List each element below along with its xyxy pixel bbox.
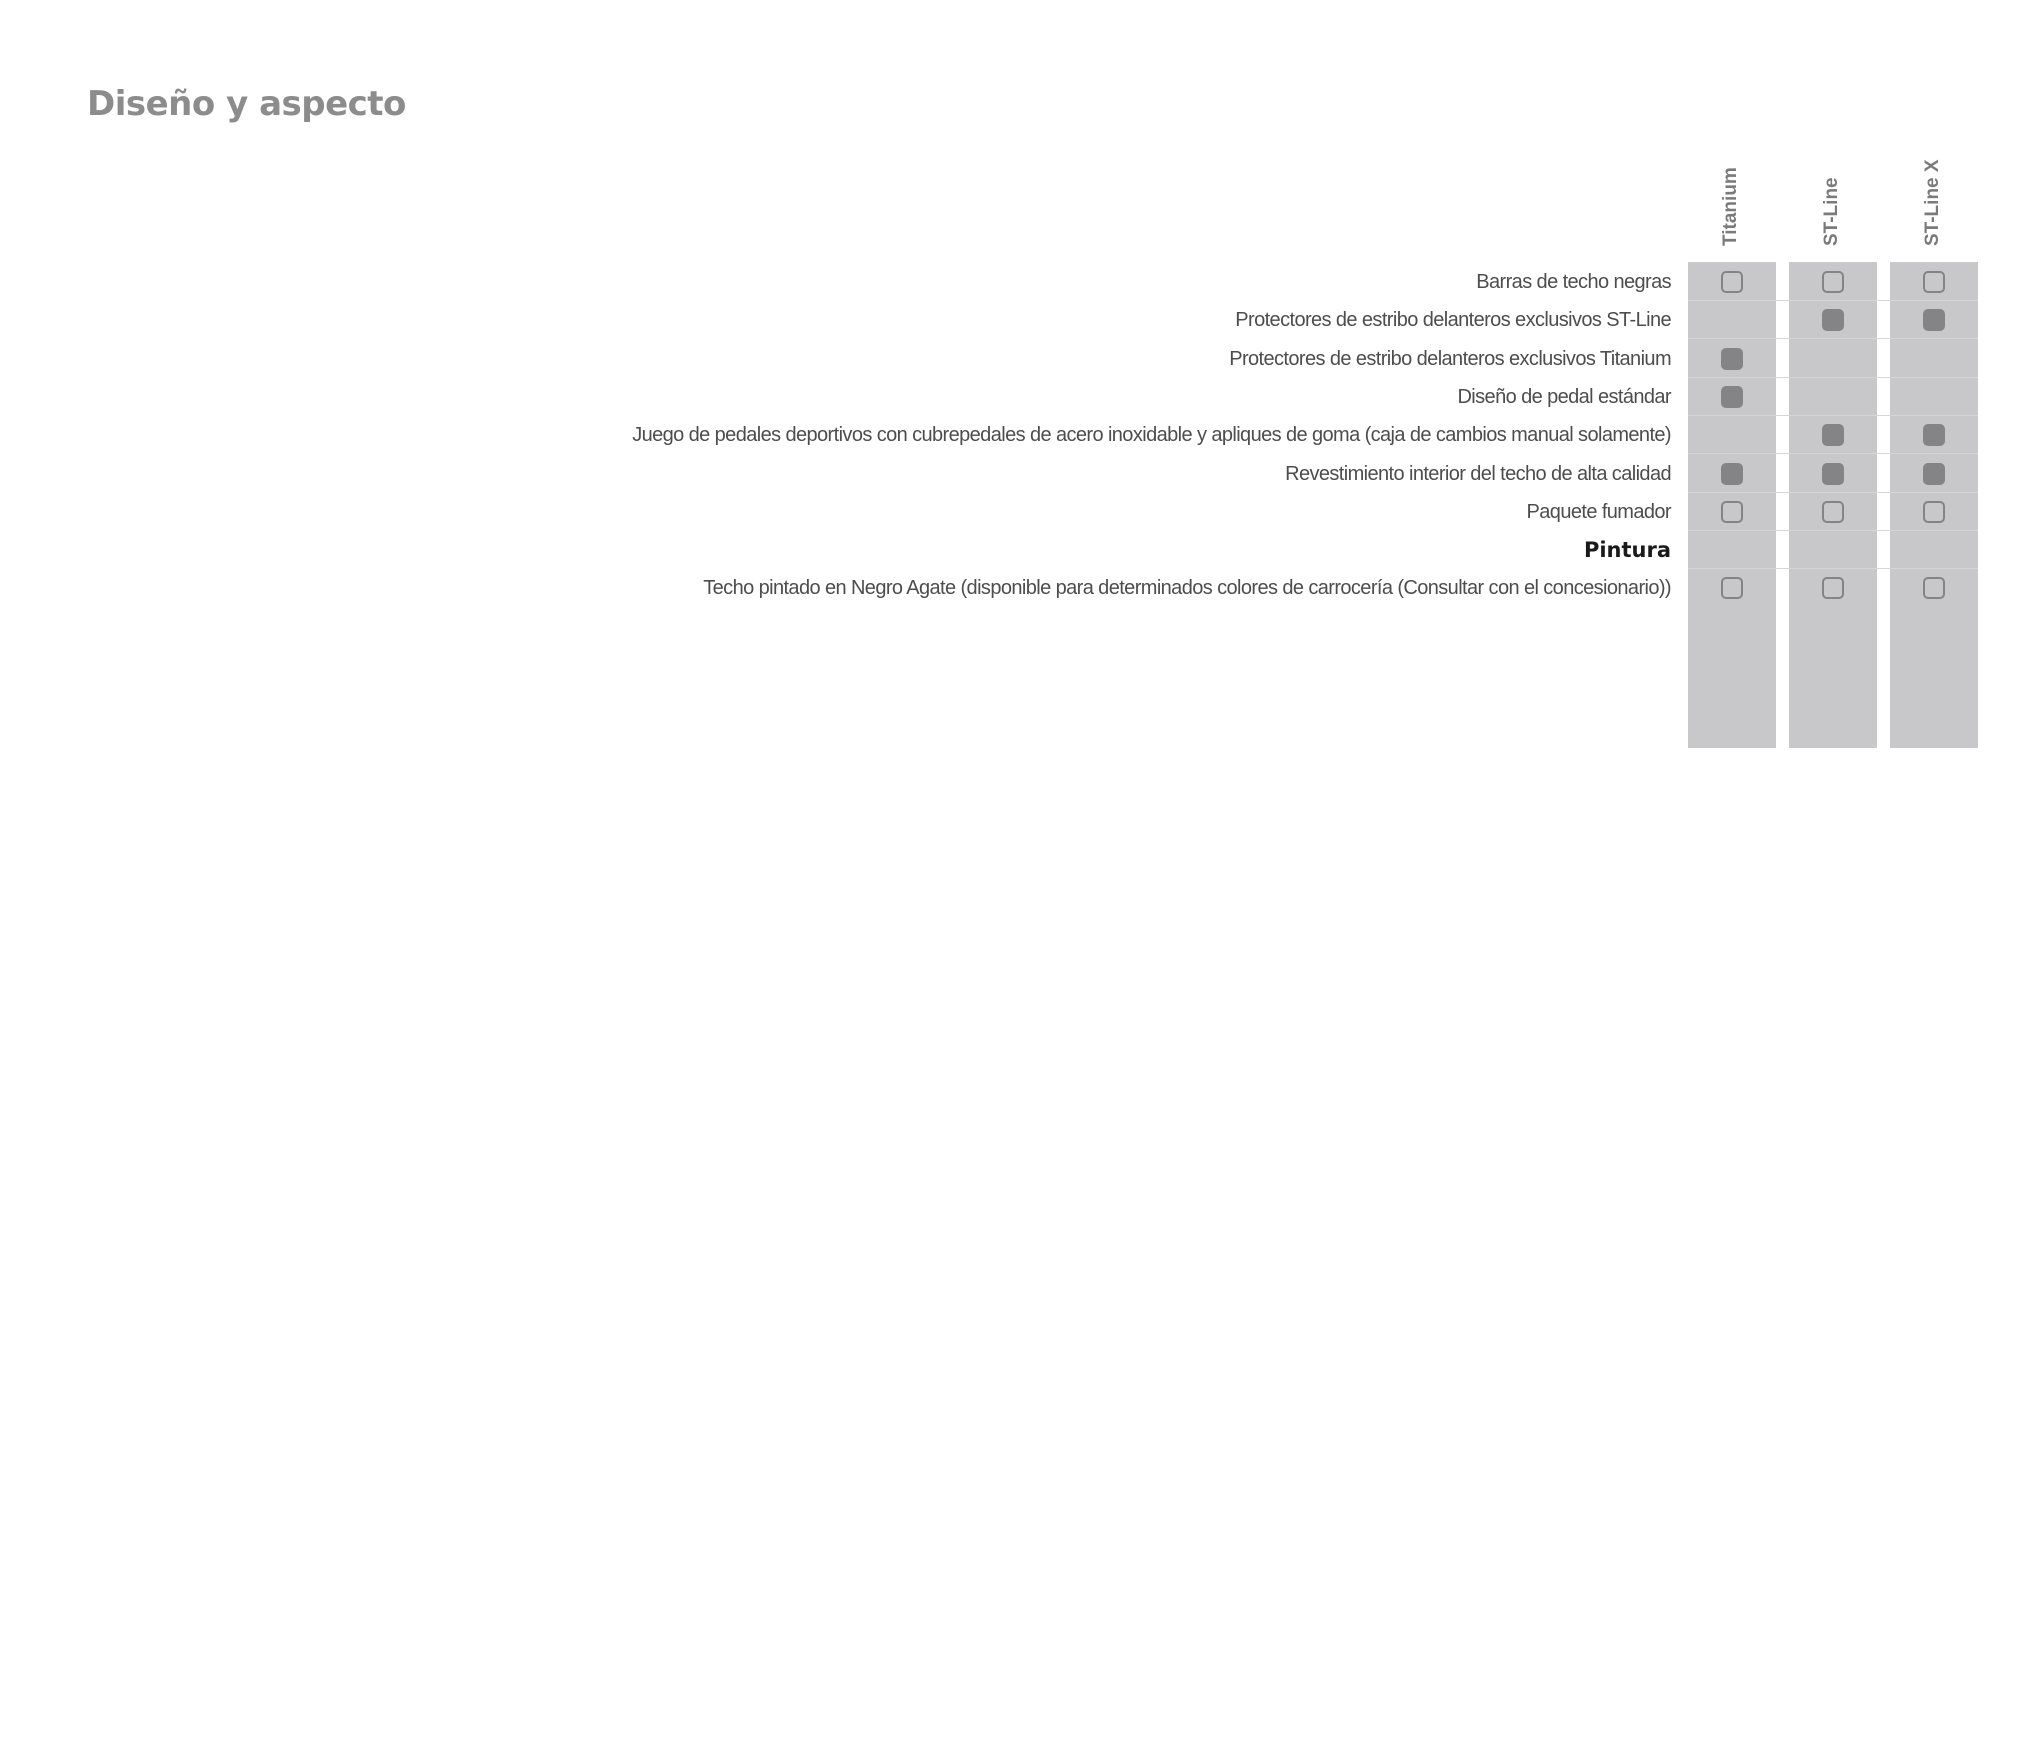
- optional-equipment-icon: [1721, 271, 1743, 293]
- feature-label: Revestimiento interior del techo de alta calidad: [1285, 462, 1671, 485]
- feature-label: Protectores de estribo delanteros exclusivos Titanium: [1229, 347, 1671, 370]
- column-header-label: ST-Line: [1821, 177, 1842, 246]
- optional-equipment-icon: [1923, 271, 1945, 293]
- column-header: [1789, 150, 1877, 246]
- optional-equipment-icon: [1721, 577, 1743, 599]
- standard-equipment-icon: [1721, 463, 1743, 485]
- column-header-label: Titanium: [1720, 167, 1741, 246]
- optional-equipment-icon: [1923, 577, 1945, 599]
- page-title: Diseño y aspecto: [87, 84, 406, 124]
- feature-label: Techo pintado en Negro Agate (disponible para determinados colores de carrocería (Consultar con el concesionario)): [703, 577, 1671, 600]
- table-row: [0, 569, 2040, 607]
- standard-equipment-icon: [1721, 386, 1743, 408]
- table-row: [0, 263, 2040, 301]
- column-header: [1688, 150, 1776, 246]
- table-row: [0, 340, 2040, 378]
- table-row: [0, 455, 2040, 493]
- feature-label: Protectores de estribo delanteros exclusivos ST-Line: [1235, 309, 1671, 332]
- standard-equipment-icon: [1822, 309, 1844, 331]
- table-row: [0, 416, 2040, 454]
- feature-label: Barras de techo negras: [1476, 271, 1671, 293]
- optional-equipment-icon: [1822, 577, 1844, 599]
- standard-equipment-icon: [1822, 424, 1844, 446]
- standard-equipment-icon: [1721, 348, 1743, 370]
- table-row: [0, 493, 2040, 531]
- optional-equipment-icon: [1822, 501, 1844, 523]
- standard-equipment-icon: [1923, 424, 1945, 446]
- section-heading-row: [0, 531, 2040, 569]
- optional-equipment-icon: [1822, 271, 1844, 293]
- table-row: [0, 301, 2040, 339]
- optional-equipment-icon: [1721, 501, 1743, 523]
- feature-label: Juego de pedales deportivos con cubrepedales de acero inoxidable y apliques de goma (caja de cambios manual solamente): [632, 424, 1671, 447]
- section-heading: Pintura: [1583, 538, 1671, 563]
- feature-label: Diseño de pedal estándar: [1457, 385, 1671, 408]
- column-header: [1890, 150, 1978, 246]
- standard-equipment-icon: [1923, 463, 1945, 485]
- feature-label: Paquete fumador: [1526, 500, 1671, 523]
- standard-equipment-icon: [1822, 463, 1844, 485]
- optional-equipment-icon: [1923, 501, 1945, 523]
- table-row: [0, 378, 2040, 416]
- standard-equipment-icon: [1923, 309, 1945, 331]
- column-header-label: ST-Line X: [1922, 159, 1943, 246]
